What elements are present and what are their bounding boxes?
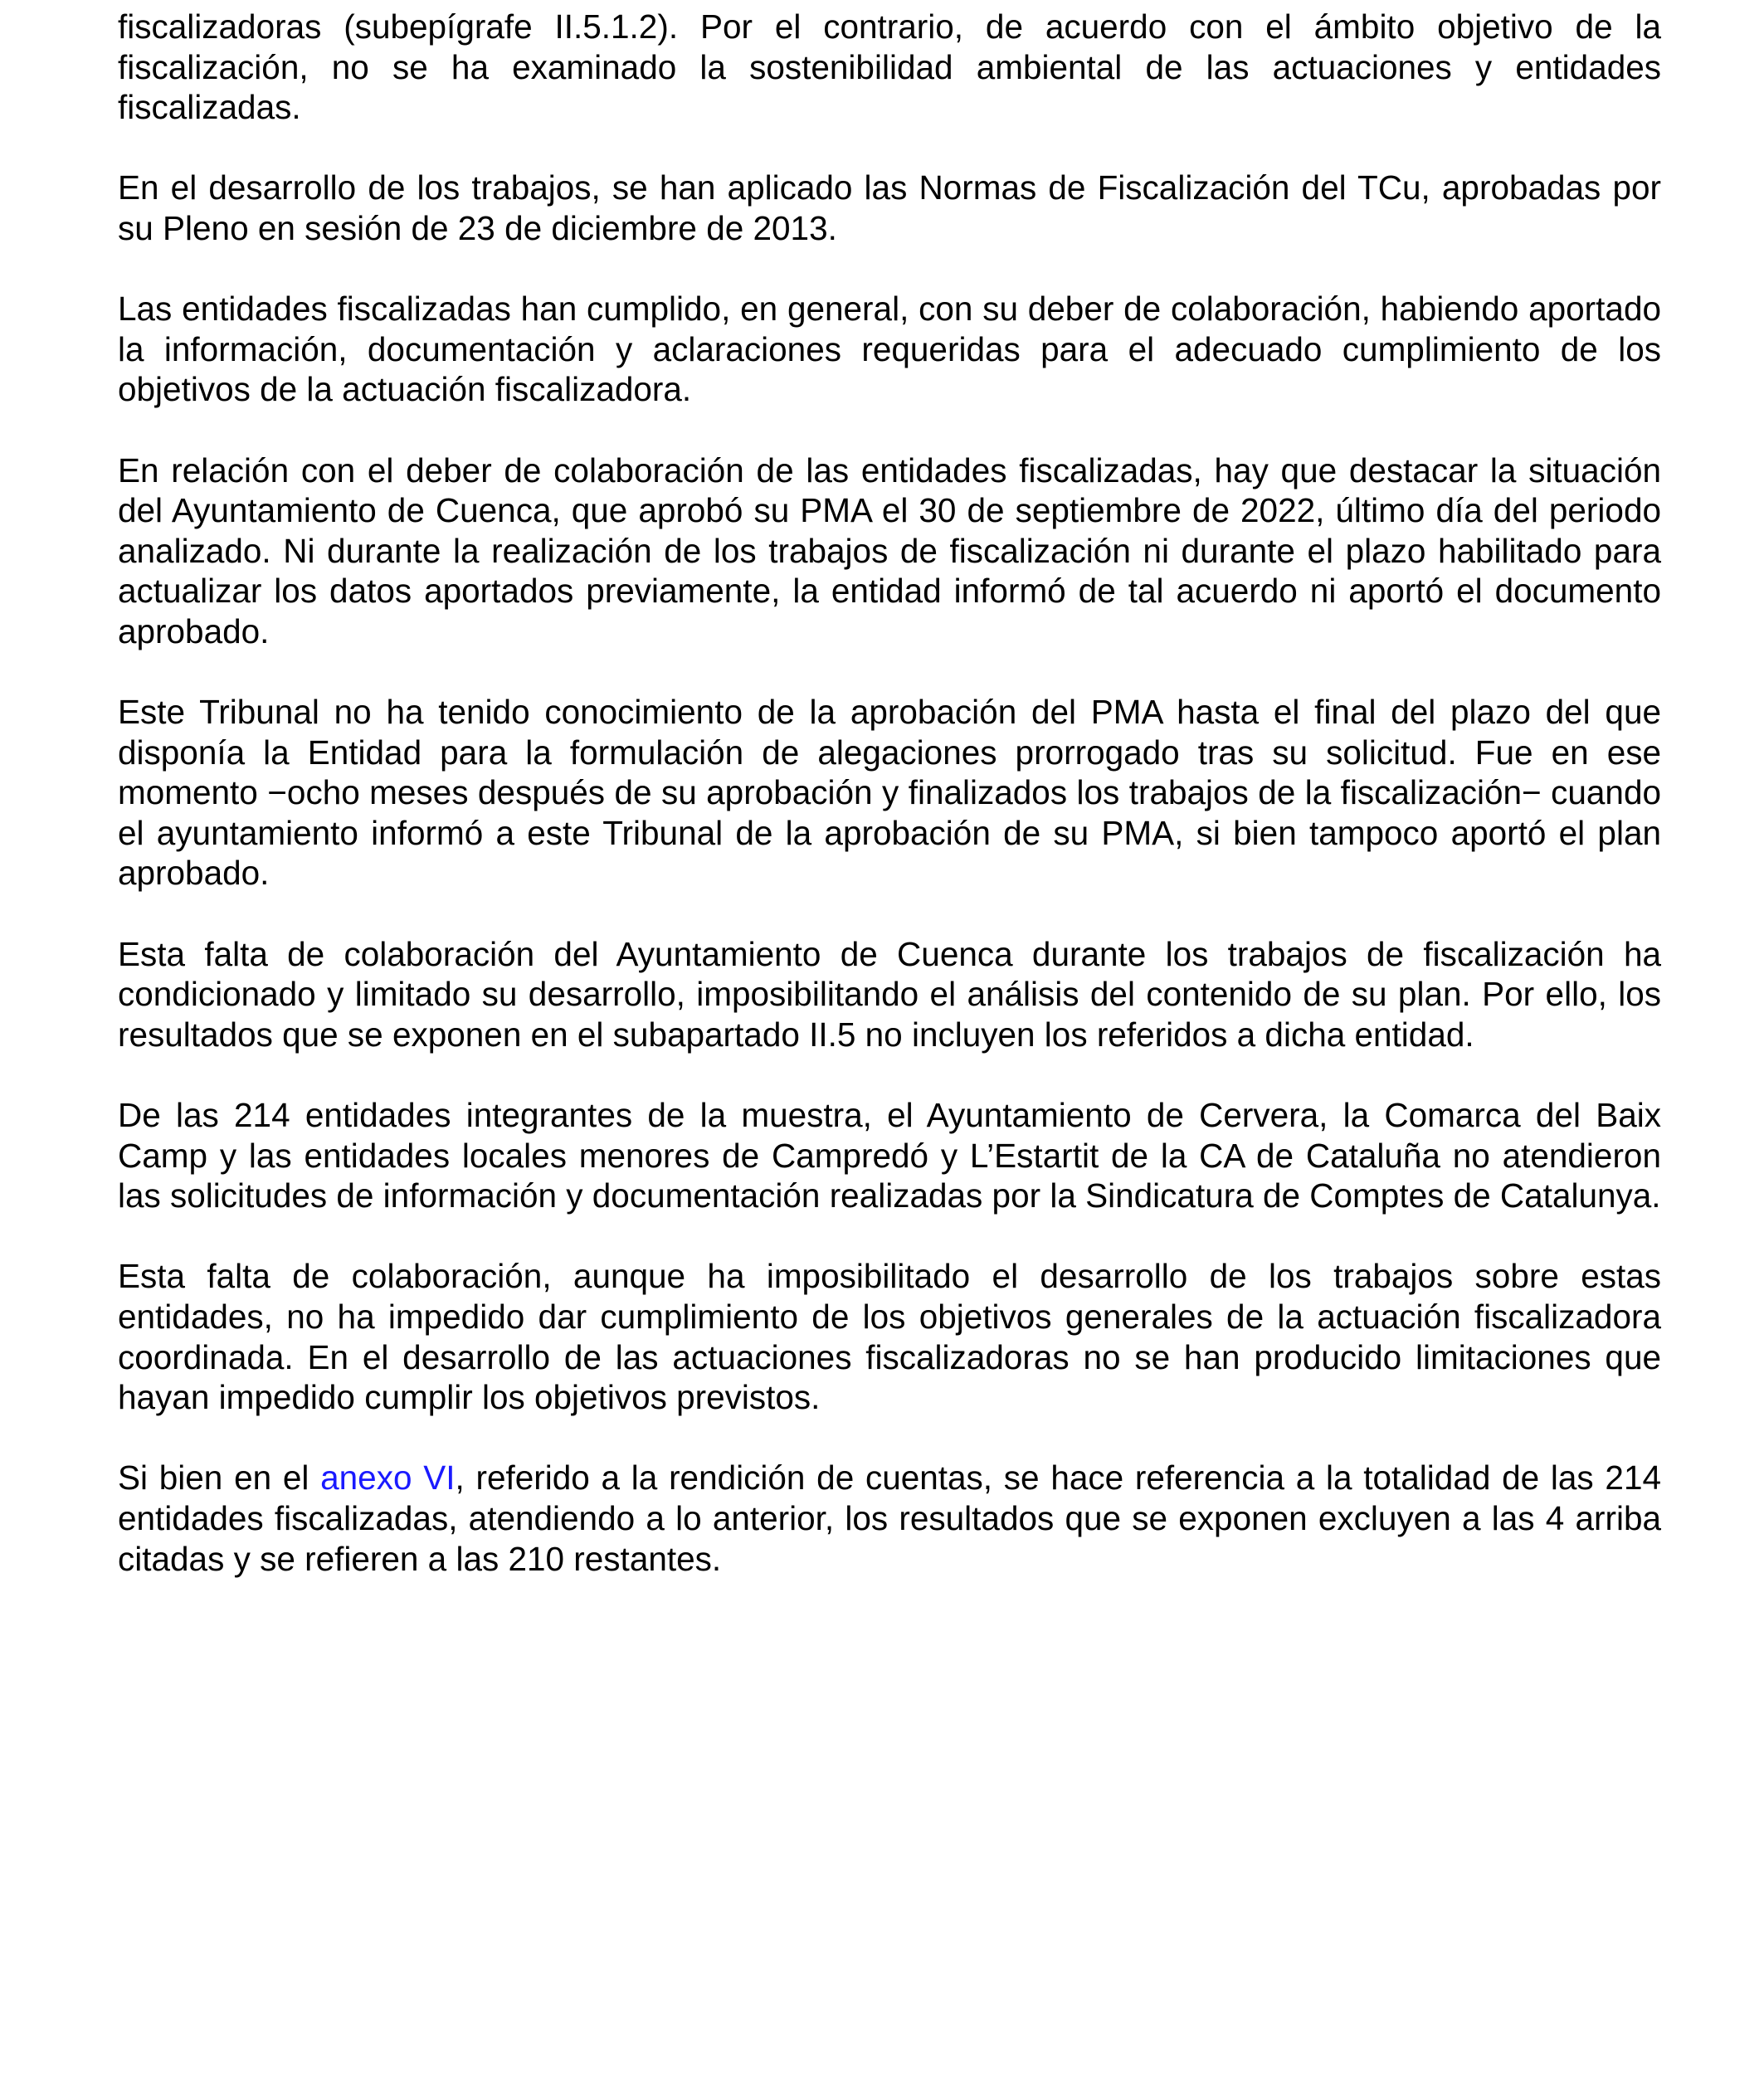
paragraph-collaboration-general: Las entidades fiscalizadas han cumplido, en general, con su deber de colaboración, habiendo aportado la información, documentación y aclaraciones requeridas para el adecuado cumplimiento de los objetivos de la actuación fiscalizadora. [118, 290, 1661, 409]
document-page [118, 7, 1661, 1619]
paragraph-cuenca-limitation: Esta falta de colaboración del Ayuntamiento de Cuenca durante los trabajos de fiscalización ha condicionado y limitado su desarrollo, imposibilitando el análisis del contenido de su plan. Por ello, los resultados que se exponen en el subapartado II.5 no incluyen los referidos a dicha entidad. [118, 934, 1661, 1054]
annex-vi-link[interactable]: anexo VI [320, 1458, 456, 1497]
paragraph-tribunal-knowledge: Este Tribunal no ha tenido conocimiento de la aprobación del PMA hasta el final del plazo del que disponía la Entidad para la formulación de alegaciones prorrogado tras su solicitud. Fue en ese momento −ocho meses después de su aprobación y finalizados los trabajos de la fiscalización− cuando el ayuntamiento informó a este Tribunal de la aprobación de su PMA, si bien tampoco aportó el plan aprobado. [118, 693, 1661, 893]
paragraph-audit-standards: En el desarrollo de los trabajos, se han aplicado las Normas de Fiscalización del TCu, aprobadas por su Pleno en sesión de 23 de diciembre de 2013. [118, 168, 1661, 247]
annex-text-before: Si bien en el [118, 1458, 321, 1497]
paragraph-scope-note: fiscalizadoras (subepígrafe II.5.1.2). Por el contrario, de acuerdo con el ámbito objetivo de la fiscalización, no se ha examinado la sostenibilidad ambiental de las actuaciones y entidades fiscalizadas. [118, 7, 1661, 127]
paragraph-objectives-fulfilled: Esta falta de colaboración, aunque ha imposibilitado el desarrollo de los trabajos sobre estas entidades, no ha impedido dar cumplimiento de los objetivos generales de la actuación fiscalizadora coordinada. En el desarrollo de las actuaciones fiscalizadoras no se han producido limitaciones que hayan impedido cumplir los objetivos previstos. [118, 1257, 1661, 1417]
paragraph-annex-reference [118, 1458, 1661, 1579]
paragraph-cuenca-situation: En relación con el deber de colaboración de las entidades fiscalizadas, hay que destacar la situación del Ayuntamiento de Cuenca, que aprobó su PMA el 30 de septiembre de 2022, último día del periodo analizado. Ni durante la realización de los trabajos de fiscalización ni durante el plazo habilitado para actualizar los datos aportados previamente, la entidad informó de tal acuerdo ni aportó el documento aprobado. [118, 450, 1661, 650]
annex-text-after: , referido a la rendición de cuentas, se hace referencia a la totalidad de las 214 entidades fiscalizadas, atendiendo a lo anterior, los resultados que se exponen excluyen a las 4 arriba citadas y se refieren a las 210 restantes. [118, 1458, 1661, 1578]
paragraph-catalonia-entities: De las 214 entidades integrantes de la muestra, el Ayuntamiento de Cervera, la Comarca del Baix Camp y las entidades locales menores de Campredó y L’Estartit de la CA de Cataluña no atendieron las solicitudes de información y documentación realizadas por la Sindicatura de Comptes de Catalunya. [118, 1096, 1661, 1215]
